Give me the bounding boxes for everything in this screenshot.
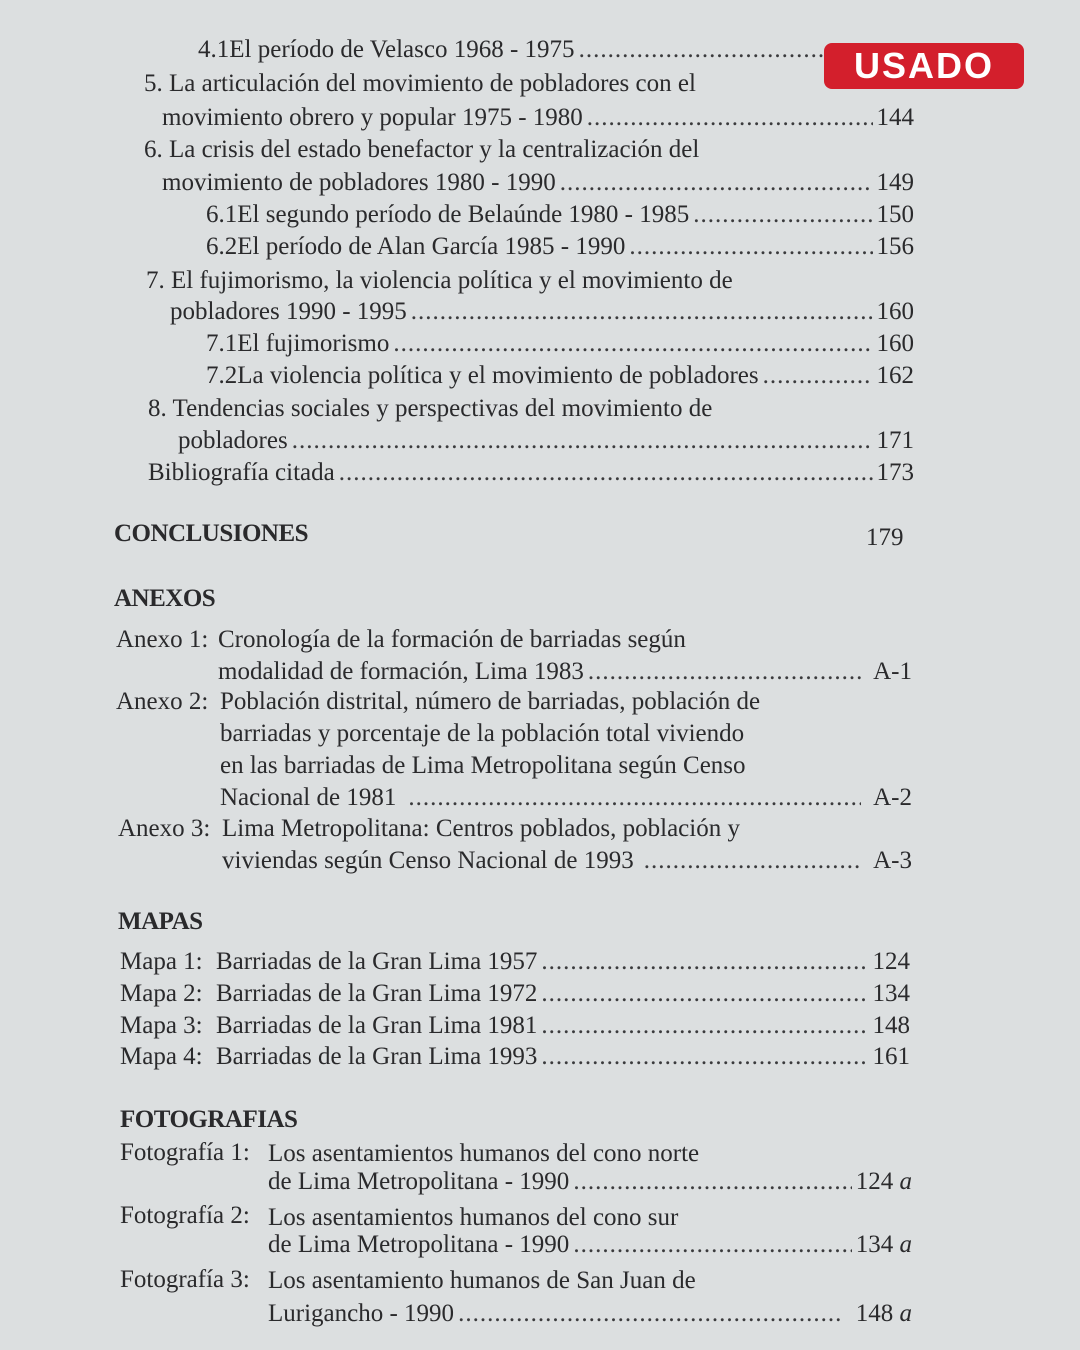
anexo-1-line1: Cronología de la formación de barriadas según [218,626,686,653]
toc-entry-7 [170,296,914,328]
section-number: 6.2 [206,233,238,260]
entry-title: El segundo período de Belaúnde 1980 - 1985 [237,201,690,228]
page-number: 148 [872,1012,910,1039]
anexos-heading: ANEXOS [114,585,216,612]
section-number: 7.2 [206,362,238,389]
leader-dots [587,102,873,134]
leader-dots [339,457,873,489]
page-number: 134 [872,980,910,1007]
section-number: 6.1 [206,201,238,228]
leader-dots [541,978,868,1010]
mapa-2-entry [216,978,910,1010]
conclusiones-page-number: 179 [866,524,904,551]
leader-dots [579,34,824,66]
page-number: A-3 [873,847,912,874]
page-suffix: a [899,1168,912,1195]
page-number: 161 [872,1043,910,1070]
fotografia-1-entry [268,1166,912,1198]
page-number: 149 [876,169,914,196]
toc-entry-6-line1: 6. La crisis del estado benefactor y la centralización del [144,136,700,163]
page-number: 124 [872,948,910,975]
toc-entry-7-2 [206,360,914,392]
anexo-3-label: Anexo 3: [118,815,211,842]
entry-title: viviendas según Censo Nacional de 1993 [222,847,634,874]
leader-dots [393,328,872,360]
toc-entry-5 [162,102,914,134]
anexo-1-label: Anexo 1: [116,626,209,653]
mapa-4-entry [216,1041,910,1073]
entry-title: Barriadas de la Gran Lima 1957 [216,948,538,975]
mapa-3-label: Mapa 3: [120,1012,203,1039]
page-suffix: a [899,1231,912,1258]
entry-title: Barriadas de la Gran Lima 1972 [216,980,538,1007]
entry-title: pobladores [178,427,288,454]
fotografia-1-label: Fotografía 1: [120,1139,250,1166]
leader-dots [644,845,861,877]
page-number: 162 [876,362,914,389]
leader-dots [573,1166,851,1198]
leader-dots [629,231,872,263]
anexo-2-entry [220,782,912,814]
mapa-1-label: Mapa 1: [120,948,203,975]
entry-title: El período de Velasco 1968 - 1975 [229,36,575,63]
page-number: 160 [876,298,914,325]
used-badge: USADO [824,43,1024,89]
page-number: 124 a [855,1168,912,1195]
anexo-2-line2: barriadas y porcentaje de la población total viviendo [220,720,745,747]
leader-dots [588,656,861,688]
leader-dots [408,782,861,814]
entry-title: La violencia política y el movimiento de pobladores [237,362,759,389]
leader-dots [763,360,873,392]
page-number: A-2 [873,784,912,811]
fotografia-3-label: Fotografía 3: [120,1266,250,1293]
fotografia-2-entry [268,1229,912,1261]
anexo-2-line1: Población distrital, número de barriadas, población de [220,688,761,715]
page-number: 134 a [855,1231,912,1258]
entry-title: movimiento obrero y popular 1975 - 1980 [162,104,583,131]
toc-entry-6 [162,167,914,199]
conclusiones-heading: CONCLUSIONES [114,520,309,547]
section-number: 4.1 [198,36,230,63]
leader-dots [541,1041,868,1073]
entry-title: El fujimorismo [237,330,390,357]
anexo-3-line1: Lima Metropolitana: Centros poblados, población y [222,815,740,842]
entry-title: de Lima Metropolitana - 1990 [268,1231,570,1258]
page-number: 144 [876,104,914,131]
entry-title: movimiento de pobladores 1980 - 1990 [162,169,556,196]
mapa-4-label: Mapa 4: [120,1043,203,1070]
leader-dots [541,946,868,978]
mapas-heading: MAPAS [118,908,203,935]
toc-entry-5-line1: 5. La articulación del movimiento de pobladores con el [144,70,696,97]
fotografia-2-line1: Los asentamientos humanos del cono sur [268,1204,679,1231]
entry-title: Lurigancho - 1990 [268,1300,455,1327]
page-number: 160 [876,330,914,357]
entry-title: Bibliografía citada [148,459,335,486]
leader-dots [541,1010,868,1042]
leader-dots [292,425,873,457]
page-number: A-1 [873,658,912,685]
entry-title: Barriadas de la Gran Lima 1993 [216,1043,538,1070]
fotografia-2-label: Fotografía 2: [120,1202,250,1229]
leader-dots [458,1298,844,1330]
toc-entry-6-1 [206,199,914,231]
section-number: 7.1 [206,330,238,357]
mapa-2-label: Mapa 2: [120,980,203,1007]
toc-entry-8-line1: 8. Tendencias sociales y perspectivas del movimiento de [148,395,713,422]
anexo-2-line3: en las barriadas de Lima Metropolitana según Censo [220,752,746,779]
page-number: 150 [876,201,914,228]
leader-dots [693,199,872,231]
toc-entry-4-1 [198,34,824,66]
entry-title: Barriadas de la Gran Lima 1981 [216,1012,538,1039]
toc-entry-bibliografia [148,457,914,489]
fotografia-3-line1: Los asentamiento humanos de San Juan de [268,1267,696,1294]
anexo-2-label: Anexo 2: [116,688,209,715]
entry-title: Nacional de 1981 [220,784,397,811]
toc-entry-6-2 [206,231,914,263]
page-suffix: a [899,1300,912,1327]
leader-dots [573,1229,851,1261]
entry-title: de Lima Metropolitana - 1990 [268,1168,570,1195]
fotografia-1-line1: Los asentamientos humanos del cono norte [268,1140,700,1167]
leader-dots [560,167,873,199]
entry-title: El período de Alan García 1985 - 1990 [237,233,626,260]
page-number: 156 [876,233,914,260]
mapa-1-entry [216,946,910,978]
mapa-3-entry [216,1010,910,1042]
entry-title: modalidad de formación, Lima 1983 [218,658,584,685]
page-number: 173 [876,459,914,486]
toc-entry-7-line1: 7. El fujimorismo, la violencia política y el movimiento de [146,267,733,294]
leader-dots [411,296,873,328]
fotografias-heading: FOTOGRAFIAS [120,1106,298,1133]
anexo-1-entry [218,656,912,688]
anexo-3-entry [222,845,912,877]
page-number: 171 [876,427,914,454]
page-number: 148 a [855,1300,912,1327]
fotografia-3-entry [268,1298,912,1330]
toc-entry-7-1 [206,328,914,360]
entry-title: pobladores 1990 - 1995 [170,298,407,325]
toc-entry-8 [178,425,914,457]
